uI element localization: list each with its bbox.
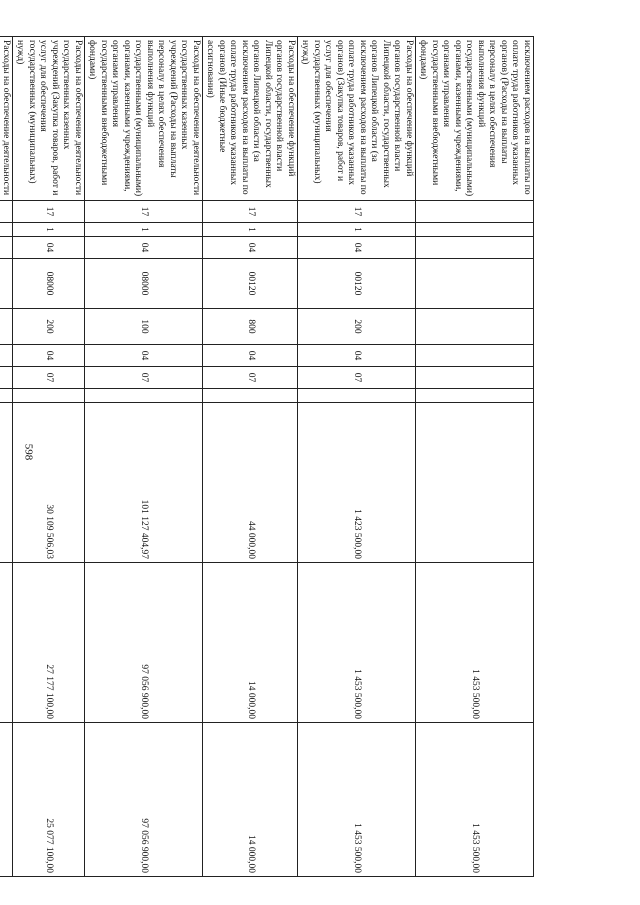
row-description: исключением расходов на выплаты по оплате труда работников указанных органов) (Расходы на выплаты персоналу в целях обеспечения выполнения функций государственными (муниципальными) органами, казенными учреждениями, органами управления государственными внебюджетными фондами) — [416, 37, 534, 201]
code-cell: 1 — [85, 223, 203, 237]
code-cell — [416, 259, 534, 309]
code-cell: 04 — [203, 345, 298, 367]
code-cell: 17 — [203, 201, 298, 223]
code-cell — [0, 237, 13, 259]
amount-cell: 14 000,00 — [203, 723, 298, 877]
code-cell — [416, 367, 534, 389]
amount-cell — [0, 723, 13, 877]
table-row — [203, 37, 298, 877]
code-cell: 04 — [203, 237, 298, 259]
amount-cell: 30 109 506,03 — [13, 403, 85, 563]
amount-cell: 25 077 100,00 — [13, 723, 85, 877]
code-cell — [298, 389, 416, 403]
page-number: 598 — [22, 443, 35, 461]
code-cell: 200 — [298, 309, 416, 345]
row-description: Расходы на обеспечение деятельности государственных казенных учреждений (Расходы на выплаты персоналу в целях обеспечения выполнения функций государственными (муниципальными) органами, казенными учреждениями, органами управления государственными внебюджетными фондами) — [85, 37, 203, 201]
table-row — [298, 37, 416, 877]
code-cell — [416, 389, 534, 403]
code-cell: 07 — [85, 367, 203, 389]
budget-table — [0, 36, 534, 877]
code-cell — [416, 345, 534, 367]
code-cell: 04 — [85, 345, 203, 367]
amount-cell — [0, 563, 13, 723]
amount-cell: 27 177 100,00 — [13, 563, 85, 723]
code-cell: 1 — [203, 223, 298, 237]
amount-cell: 14 000,00 — [203, 563, 298, 723]
code-cell — [0, 389, 13, 403]
code-cell: 07 — [13, 367, 85, 389]
code-cell: 1 — [298, 223, 416, 237]
amount-cell: 1 453 500,00 — [298, 563, 416, 723]
table-body — [0, 37, 534, 877]
code-cell: 800 — [203, 309, 298, 345]
row-description: Расходы на обеспечение деятельности — [0, 37, 13, 201]
table-row — [85, 37, 203, 877]
code-cell: 1 — [13, 223, 85, 237]
code-cell — [13, 389, 85, 403]
amount-cell: 101 127 404,97 — [85, 403, 203, 563]
code-cell: 100 — [85, 309, 203, 345]
amount-cell — [416, 403, 534, 563]
code-cell: 17 — [298, 201, 416, 223]
code-cell — [416, 201, 534, 223]
code-cell: 07 — [203, 367, 298, 389]
table-row — [416, 37, 534, 877]
amount-cell: 97 056 900,00 — [85, 563, 203, 723]
row-description: Расходы на обеспечение функций органов государственной власти Липецкой области, государственных органов Липецкой области (за исключением расходов на выплаты по оплате труда работников указанных органов) (Закупка товаров, работ и услуг для обеспечения государственных (муниципальных) нужд) — [298, 37, 416, 201]
row-description: Расходы на обеспечение функций органов государственной власти Липецкой области, государственных органов Липецкой области (за исключением расходов на выплаты по оплате труда работников указанных органов) (Иные бюджетные ассигнования) — [203, 37, 298, 201]
code-cell: 08000 — [85, 259, 203, 309]
code-cell: 00120 — [203, 259, 298, 309]
code-cell: 200 — [13, 309, 85, 345]
code-cell: 00120 — [298, 259, 416, 309]
amount-cell: 1 423 500,00 — [298, 403, 416, 563]
code-cell: 04 — [85, 237, 203, 259]
code-cell — [0, 345, 13, 367]
amount-cell: 97 056 900,00 — [85, 723, 203, 877]
row-description: Расходы на обеспечение деятельности государственных казенных учреждений (Закупка товаров, работ и услуг для обеспечения государственных (муниципальных) нужд) — [13, 37, 85, 201]
code-cell: 08000 — [13, 259, 85, 309]
code-cell — [416, 237, 534, 259]
code-cell — [0, 367, 13, 389]
code-cell: 04 — [13, 345, 85, 367]
table-row — [0, 37, 13, 877]
code-cell — [0, 201, 13, 223]
amount-cell: 1 453 500,00 — [416, 723, 534, 877]
code-cell: 04 — [298, 237, 416, 259]
code-cell: 04 — [298, 345, 416, 367]
amount-cell: 1 453 500,00 — [298, 723, 416, 877]
code-cell: 04 — [13, 237, 85, 259]
amount-cell: 1 453 500,00 — [416, 563, 534, 723]
amount-cell — [0, 403, 13, 563]
table-row — [13, 37, 85, 877]
code-cell: 07 — [298, 367, 416, 389]
amount-cell: 44 000,00 — [203, 403, 298, 563]
code-cell — [416, 309, 534, 345]
code-cell: 17 — [13, 201, 85, 223]
code-cell — [85, 389, 203, 403]
code-cell — [416, 223, 534, 237]
code-cell: 17 — [85, 201, 203, 223]
code-cell — [0, 259, 13, 309]
code-cell — [0, 309, 13, 345]
code-cell — [0, 223, 13, 237]
code-cell — [203, 389, 298, 403]
